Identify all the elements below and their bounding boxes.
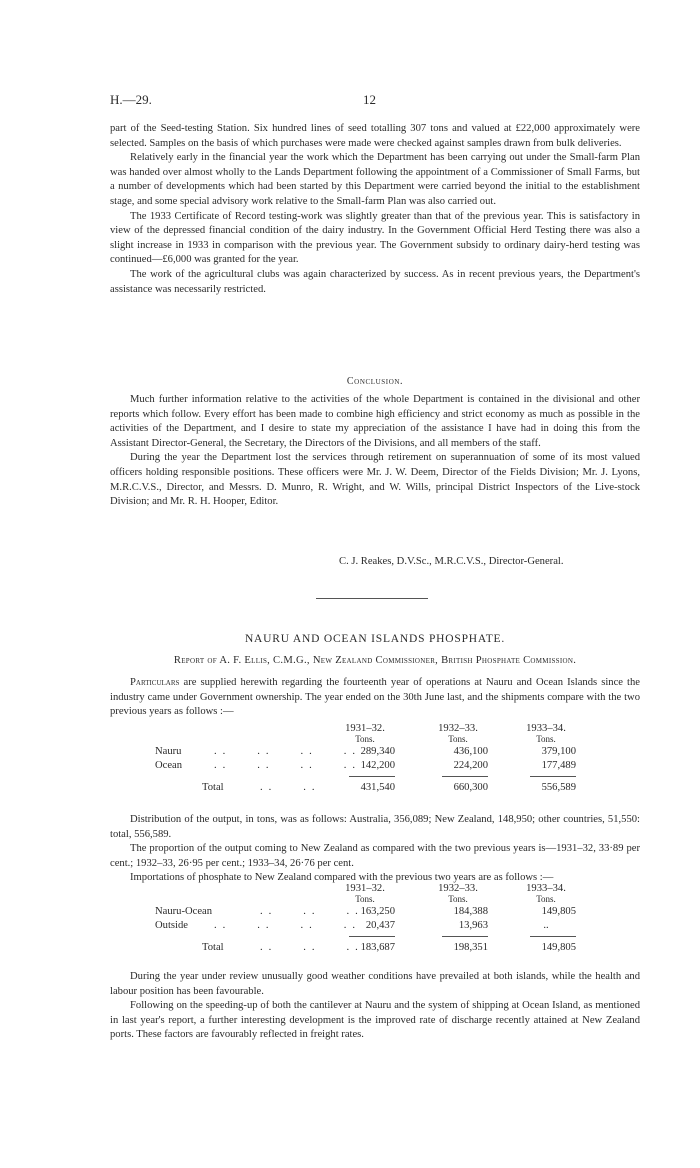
cell-value: 379,100 [541, 746, 576, 757]
leader-dots: .. .. .. .. [214, 760, 362, 771]
section-divider [316, 598, 428, 599]
cell-value: 198,351 [453, 942, 488, 953]
table-row [110, 906, 640, 920]
total-rule [442, 776, 488, 777]
paragraph: During the year under review unusually good weather conditions have prevailed at both islands, while the health and labour position has been favourable. [110, 971, 640, 997]
unit-label: Tons. [355, 894, 375, 904]
cell-value: 163,250 [360, 906, 395, 917]
column-header: 1931–32. [345, 883, 385, 894]
unit-label: Tons. [448, 894, 468, 904]
document-code: H.—29. [110, 92, 152, 107]
cell-value: 184,388 [453, 906, 488, 917]
cell-value: 149,805 [541, 906, 576, 917]
total-rule [349, 936, 395, 937]
paragraph: The work of the agricultural clubs was again characterized by success. As in recent previous years, the Department's assistance was necessarily restricted. [110, 268, 640, 295]
cell-value: .. [543, 920, 549, 931]
agriculture-report-text [110, 122, 640, 297]
cell-value: 556,589 [541, 782, 576, 793]
column-header: 1932–33. [438, 723, 478, 734]
row-label: Outside [155, 920, 188, 931]
cell-value: 289,340 [360, 746, 395, 757]
total-rule [349, 776, 395, 777]
section-title: NAURU AND OCEAN ISLANDS PHOSPHATE. [244, 633, 506, 645]
paragraph [110, 676, 640, 720]
paragraph: Much further information relative to the activities of the whole Department is contained in the divisional and other reports which follow. Every effort has been made to combine high efficiency and strict economy as much as possible in the activities of the Department, and I desire to state my appreciation of the assistance I have had in doing this from the Assistant Director-General, the Secretary, the Directors of the Divisions, and all members of the staff. [110, 394, 640, 449]
table-total-row [110, 942, 640, 956]
cell-value: 436,100 [453, 746, 488, 757]
unit-label: Tons. [448, 734, 468, 744]
table-row [110, 746, 640, 760]
unit-label: Tons. [536, 894, 556, 904]
cell-value: 177,489 [541, 760, 576, 771]
column-header: 1932–33. [438, 883, 478, 894]
table-row [110, 920, 640, 934]
leader-dots: .. .. .. [260, 906, 364, 917]
table-row [110, 760, 640, 774]
table-total-row [110, 782, 640, 796]
leader-dots: .. .. .. .. [214, 746, 362, 757]
total-rule [530, 936, 576, 937]
page-header [110, 92, 640, 108]
row-label: Nauru-Ocean [155, 906, 213, 917]
row-label: Total [202, 942, 224, 953]
unit-label: Tons. [536, 734, 556, 744]
row-label: Nauru [155, 746, 182, 757]
cell-value: 149,805 [541, 942, 576, 953]
paragraph: part of the Seed-testing Station. Six hundred lines of seed totalling 307 tons and valued at £22,000 approximately were selected. Samples on the basis of which purchases were made were checked against samples drawn from bulk deliveries. [110, 123, 640, 149]
cell-value: 20,437 [365, 920, 395, 931]
unit-label: Tons. [355, 734, 375, 744]
total-rule [530, 776, 576, 777]
paragraph: Importations of phosphate to New Zealand compared with the previous two years are as follows :— [130, 872, 554, 884]
leader-dots: .. .. [260, 782, 321, 793]
intro-text: are supplied herewith regarding the fourteenth year of operations at Nauru and Ocean Islands since the industry came under Government ownership. The year ended on the 30th June last, and the shipments compare with the two previous years as follows :— [110, 677, 640, 718]
cell-value: 13,963 [458, 920, 488, 931]
cell-value: 142,200 [360, 760, 395, 771]
cell-value: 431,540 [360, 782, 395, 793]
leader-dots: .. .. .. [260, 942, 364, 953]
cell-value: 183,687 [360, 942, 395, 953]
column-header: 1933–34. [526, 723, 566, 734]
lead-word: Particulars [130, 677, 180, 688]
row-label: Total [202, 782, 224, 793]
paragraph: Following on the speeding-up of both the cantilever at Nauru and the system of shipping at Ocean Island, as mentioned in last year's report, a further interesting development is the improved rate of discharge recently attained at New Zealand ports. These factors are favourably reflected in freight rates. [110, 1000, 640, 1041]
page-number: 12 [363, 92, 376, 107]
leader-dots: .. .. .. .. [214, 920, 362, 931]
column-header: 1931–32. [345, 723, 385, 734]
paragraph: The proportion of the output coming to New Zealand as compared with the two previous years is—1931–32, 33·89 per cent.; 1932–33, 26·95 per cent.; 1933–34, 26·76 per cent. [110, 843, 640, 869]
conclusion-heading: Conclusion. [346, 376, 404, 387]
total-rule [442, 936, 488, 937]
signature: C. J. Reakes, D.V.Sc., M.R.C.V.S., Director-General. [339, 556, 564, 567]
column-header: 1933–34. [526, 883, 566, 894]
conclusion-text [110, 393, 640, 510]
report-byline: Report of A. F. Ellis, C.M.G., New Zealand Commissioner, British Phosphate Commission. [173, 655, 577, 666]
cell-value: 224,200 [453, 760, 488, 771]
paragraph: During the year the Department lost the services through retirement on superannuation of some of its most valued officers holding responsible positions. These officers were Mr. J. W. Deem, Director of the Fields Division; Mr. J. Lyons, M.R.C.V.S., Director, and Messrs. D. Munro, R. Wright, and W. Wills, principal District Inspectors of the Live-stock Division; and Mr. R. H. Hooper, Editor. [110, 452, 640, 508]
cell-value: 660,300 [453, 782, 488, 793]
nauru-intro [110, 676, 640, 720]
paragraph: The 1933 Certificate of Record testing-work was slightly greater than that of the previous year. This is satisfactory in view of the depressed financial condition of the dairy industry. In the Government Official Herd Testing there was also a slight increase in 1933 in comparison with the previous year. The Government subsidy to ordinary dairy-herd testing was continued—£6,000 was granted for the year. [110, 210, 640, 266]
paragraph: Relatively early in the financial year the work which the Department has been carrying out under the Small-farm Plan was handed over almost wholly to the Lands Department following the appointment of a Commissioner of Small Farms, but a number of developments which had been started by this Department were carried beyond the initial to the establishment stage, and some special advisory work relative to the Small-farm Plan was also carried out. [110, 152, 640, 207]
paragraph: Distribution of the output, in tons, was as follows: Australia, 356,089; New Zealand, 148,950; other countries, 51,550: total, 556,589. [110, 814, 640, 840]
distribution-text [110, 813, 640, 886]
row-label: Ocean [155, 760, 183, 771]
closing-text [110, 970, 640, 1043]
